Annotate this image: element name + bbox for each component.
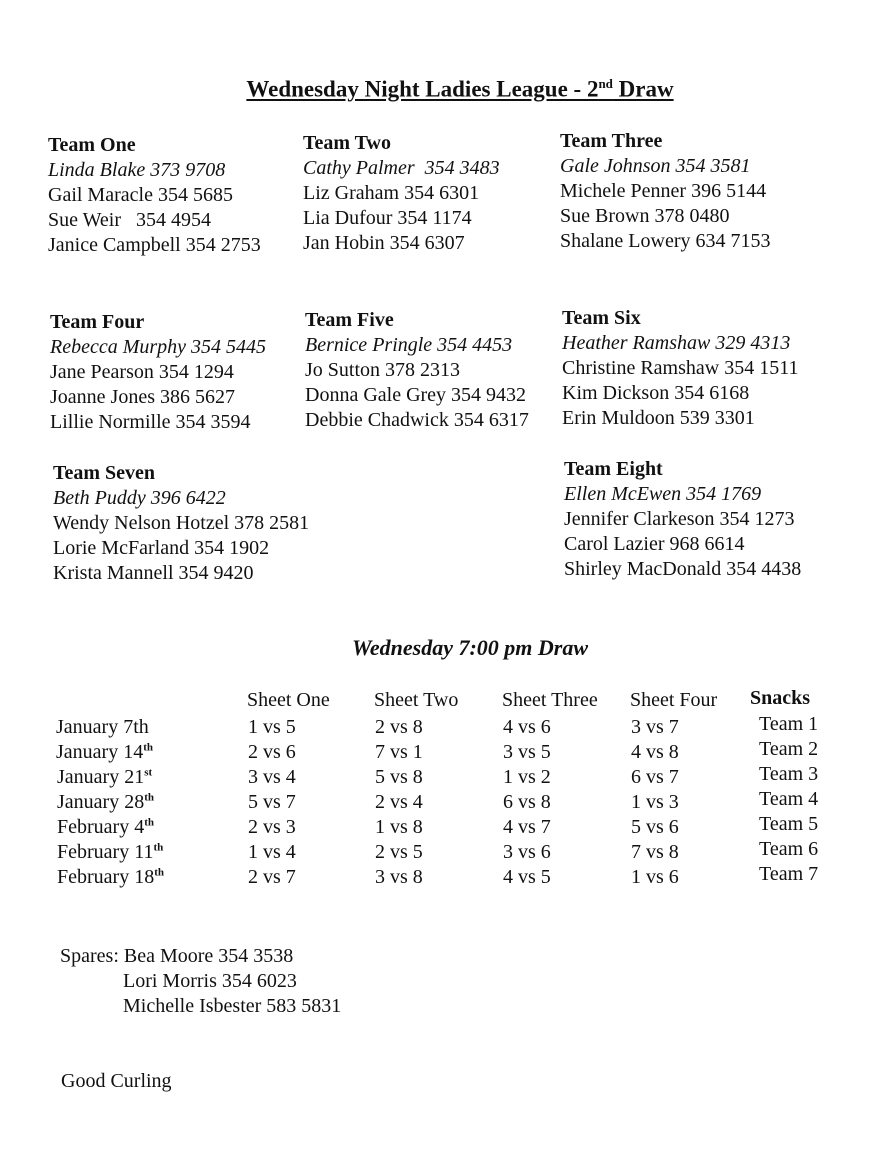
- team-captain: Bernice Pringle 354 4453: [305, 334, 513, 356]
- team-member: Janice Campbell 354 2753: [48, 234, 261, 256]
- column-header: Sheet Two: [374, 689, 459, 711]
- row-date: January 28th: [57, 791, 154, 813]
- game-cell: 7 vs 1: [375, 741, 423, 763]
- team-name: Team Four: [50, 311, 145, 333]
- team-member: Michele Penner 396 5144: [560, 180, 767, 202]
- game-cell: 3 vs 4: [248, 766, 296, 788]
- game-cell: 7 vs 8: [631, 841, 679, 863]
- spare-first: [60, 944, 341, 969]
- row-date: February 4th: [57, 816, 154, 838]
- snacks-cell: Team 1: [759, 713, 819, 735]
- column-header-snacks: Snacks: [750, 687, 811, 709]
- game-cell: 6 vs 7: [631, 766, 679, 788]
- team-member: Wendy Nelson Hotzel 378 2581: [53, 512, 310, 534]
- page-title: Wednesday Night Ladies League - 2nd Draw: [246, 76, 674, 102]
- team-name: Team Six: [562, 307, 641, 329]
- team-member: Shirley MacDonald 354 4438: [564, 558, 802, 580]
- team-member: Lia Dufour 354 1174: [303, 207, 472, 229]
- team-captain: Heather Ramshaw 329 4313: [562, 332, 791, 354]
- team-name: Team Three: [560, 130, 663, 152]
- schedule-row: [0, 788, 880, 816]
- snacks-cell: Team 2: [759, 738, 819, 760]
- row-date: February 18th: [57, 866, 164, 888]
- column-header: Sheet Three: [502, 689, 598, 711]
- team-captain: Ellen McEwen 354 1769: [564, 483, 762, 505]
- team-card: [303, 131, 500, 256]
- team-member: Gail Maracle 354 5685: [48, 184, 233, 206]
- spare-name: Lori Morris 354 6023: [123, 970, 297, 992]
- game-cell: 3 vs 8: [375, 866, 423, 888]
- team-member: Jan Hobin 354 6307: [303, 232, 465, 254]
- team-captain: Linda Blake 373 9708: [48, 159, 226, 181]
- spares-label: Spares:: [60, 945, 119, 967]
- team-member: Jo Sutton 378 2313: [305, 359, 461, 381]
- game-cell: 4 vs 8: [631, 741, 679, 763]
- team-member: Lorie McFarland 354 1902: [53, 537, 270, 559]
- row-date: January 7th: [56, 716, 149, 738]
- snacks-cell: Team 6: [759, 838, 819, 860]
- schedule-row: [0, 738, 880, 766]
- team-member: Shalane Lowery 634 7153: [560, 230, 771, 252]
- team-captain: Cathy Palmer 354 3483: [303, 157, 500, 179]
- game-cell: 1 vs 2: [503, 766, 551, 788]
- row-date: January 21st: [57, 766, 153, 788]
- draw-title: Wednesday 7:00 pm Draw: [351, 635, 589, 660]
- team-member: Krista Mannell 354 9420: [53, 562, 254, 584]
- team-card: [564, 457, 801, 582]
- team-name: Team Five: [305, 309, 394, 331]
- game-cell: 6 vs 8: [503, 791, 551, 813]
- snacks-cell: Team 7: [759, 863, 819, 885]
- game-cell: 2 vs 5: [375, 841, 423, 863]
- column-header: Sheet Four: [630, 689, 718, 711]
- team-name: Team Eight: [564, 458, 663, 480]
- spares-list: [60, 944, 341, 1019]
- game-cell: 1 vs 3: [631, 791, 679, 813]
- game-cell: 1 vs 5: [248, 716, 296, 738]
- snacks-cell: Team 4: [759, 788, 819, 810]
- row-date: February 11th: [57, 841, 164, 863]
- snacks-cell: Team 3: [759, 763, 819, 785]
- spare-name: Bea Moore 354 3538: [123, 945, 294, 967]
- game-cell: 4 vs 5: [503, 866, 551, 888]
- schedule-row: [0, 713, 880, 741]
- team-card: [562, 306, 798, 431]
- team-member: Debbie Chadwick 354 6317: [305, 409, 529, 431]
- schedule-row: [0, 813, 880, 841]
- team-member: Jennifer Clarkeson 354 1273: [564, 508, 795, 530]
- schedule-row: [0, 838, 880, 866]
- game-cell: 2 vs 7: [248, 866, 296, 888]
- game-cell: 2 vs 8: [375, 716, 423, 738]
- closing-text: Good Curling: [61, 1070, 172, 1092]
- game-cell: 1 vs 6: [631, 866, 679, 888]
- schedule-row: [0, 863, 880, 891]
- team-member: Lillie Normille 354 3594: [50, 411, 251, 433]
- team-name: Team Seven: [53, 462, 156, 484]
- row-date: January 14th: [56, 741, 153, 763]
- team-name: Team One: [48, 134, 136, 156]
- game-cell: 4 vs 6: [503, 716, 551, 738]
- team-member: Kim Dickson 354 6168: [562, 382, 750, 404]
- team-member: Erin Muldoon 539 3301: [562, 407, 755, 429]
- game-cell: 3 vs 7: [631, 716, 679, 738]
- game-cell: 2 vs 3: [248, 816, 296, 838]
- team-captain: Gale Johnson 354 3581: [560, 155, 751, 177]
- team-card: [53, 461, 309, 586]
- team-member: Sue Brown 378 0480: [560, 205, 730, 227]
- team-card: [50, 310, 266, 435]
- spare-name: Michelle Isbester 583 5831: [123, 995, 342, 1017]
- game-cell: 2 vs 4: [375, 791, 423, 813]
- snacks-cell: Team 5: [759, 813, 819, 835]
- team-member: Jane Pearson 354 1294: [50, 361, 234, 383]
- team-member: Christine Ramshaw 354 1511: [562, 357, 799, 379]
- team-member: Liz Graham 354 6301: [303, 182, 480, 204]
- game-cell: 5 vs 6: [631, 816, 679, 838]
- team-member: Carol Lazier 968 6614: [564, 533, 745, 555]
- team-card: [305, 308, 529, 433]
- game-cell: 3 vs 6: [503, 841, 551, 863]
- team-card: [48, 133, 261, 258]
- game-cell: 2 vs 6: [248, 741, 296, 763]
- game-cell: 1 vs 8: [375, 816, 423, 838]
- schedule-row: [0, 763, 880, 791]
- game-cell: 1 vs 4: [248, 841, 296, 863]
- team-captain: Beth Puddy 396 6422: [53, 487, 226, 509]
- game-cell: 5 vs 8: [375, 766, 423, 788]
- team-member: Donna Gale Grey 354 9432: [305, 384, 527, 406]
- team-card: [560, 129, 771, 254]
- game-cell: 5 vs 7: [248, 791, 296, 813]
- team-captain: Rebecca Murphy 354 5445: [50, 336, 267, 358]
- team-member: Sue Weir 354 4954: [48, 209, 212, 231]
- game-cell: 3 vs 5: [503, 741, 551, 763]
- column-header: Sheet One: [247, 689, 330, 711]
- game-cell: 4 vs 7: [503, 816, 551, 838]
- team-member: Joanne Jones 386 5627: [50, 386, 235, 408]
- team-name: Team Two: [303, 132, 391, 154]
